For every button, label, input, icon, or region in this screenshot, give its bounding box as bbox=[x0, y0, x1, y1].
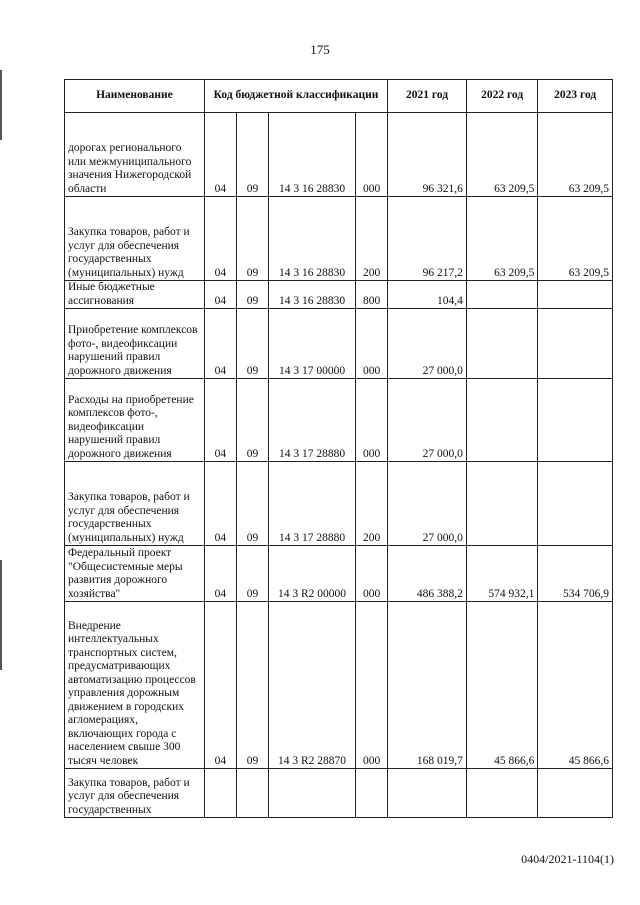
row-value-2021-cell: 96 217,2 bbox=[388, 197, 467, 281]
row-subsection-code-cell: 09 bbox=[236, 281, 268, 309]
table-row bbox=[65, 462, 613, 546]
row-value-2023-cell: 63 209,5 bbox=[538, 197, 613, 281]
table-row bbox=[65, 602, 613, 769]
row-expense-type-cell: 200 bbox=[356, 462, 388, 546]
row-name-cell: Внедрение интеллектуальных транспортных систем, предусматривающих автоматизацию процессов управления дорожным движением в городских агломерациях, включающих города с населением свыше 300 тысяч человек bbox=[65, 602, 205, 769]
row-expense-type-cell: 800 bbox=[356, 281, 388, 309]
header-name: Наименование bbox=[65, 80, 205, 113]
row-name-cell: Закупка товаров, работ и услуг для обеспечения государственных bbox=[65, 769, 205, 818]
row-value-2022-cell bbox=[466, 281, 537, 309]
row-subsection-code-cell: 09 bbox=[236, 309, 268, 379]
row-section-code-cell: 04 bbox=[204, 379, 236, 462]
row-name-cell: дорогах регионального или межмуниципального значения Нижегородской области bbox=[65, 113, 205, 197]
row-target-article-cell: 14 3 17 00000 bbox=[269, 309, 356, 379]
row-subsection-code-cell: 09 bbox=[236, 379, 268, 462]
row-target-article-cell: 14 3 17 28880 bbox=[269, 379, 356, 462]
row-expense-type-cell: 000 bbox=[356, 379, 388, 462]
row-name-cell: Расходы на приобретение комплексов фото-, видеофиксации нарушений правил дорожного движения bbox=[65, 379, 205, 462]
row-expense-type-cell: 000 bbox=[356, 602, 388, 769]
row-value-2023-cell bbox=[538, 769, 613, 818]
row-expense-type-cell: 000 bbox=[356, 113, 388, 197]
row-section-code-cell: 04 bbox=[204, 309, 236, 379]
row-value-2023-cell: 45 866,6 bbox=[538, 602, 613, 769]
row-target-article-cell: 14 3 16 28830 bbox=[269, 197, 356, 281]
row-subsection-code-cell bbox=[236, 769, 268, 818]
table-row bbox=[65, 309, 613, 379]
row-section-code-cell bbox=[204, 769, 236, 818]
header-2021: 2021 год bbox=[388, 80, 467, 113]
row-value-2022-cell bbox=[466, 462, 537, 546]
row-section-code-cell: 04 bbox=[204, 546, 236, 602]
row-target-article-cell: 14 3 17 28880 bbox=[269, 462, 356, 546]
table-row bbox=[65, 769, 613, 818]
table-row bbox=[65, 197, 613, 281]
row-section-code-cell: 04 bbox=[204, 462, 236, 546]
row-value-2022-cell: 63 209,5 bbox=[466, 197, 537, 281]
row-target-article-cell: 14 3 16 28830 bbox=[269, 113, 356, 197]
row-value-2021-cell: 168 019,7 bbox=[388, 602, 467, 769]
row-subsection-code-cell: 09 bbox=[236, 197, 268, 281]
row-value-2022-cell bbox=[466, 309, 537, 379]
row-value-2023-cell bbox=[538, 309, 613, 379]
row-value-2023-cell: 534 706,9 bbox=[538, 546, 613, 602]
row-section-code-cell: 04 bbox=[204, 113, 236, 197]
header-2023: 2023 год bbox=[538, 80, 613, 113]
row-target-article-cell: 14 3 16 28830 bbox=[269, 281, 356, 309]
row-section-code-cell: 04 bbox=[204, 197, 236, 281]
scan-edge-mark bbox=[0, 70, 2, 140]
row-name-cell: Федеральный проект "Общесистемные меры развития дорожного хозяйства" bbox=[65, 546, 205, 602]
row-value-2022-cell: 574 932,1 bbox=[466, 546, 537, 602]
row-value-2021-cell: 27 000,0 bbox=[388, 309, 467, 379]
row-target-article-cell: 14 3 R2 28870 bbox=[269, 602, 356, 769]
row-value-2022-cell bbox=[466, 379, 537, 462]
row-target-article-cell: 14 3 R2 00000 bbox=[269, 546, 356, 602]
scan-edge-mark bbox=[0, 560, 2, 670]
header-2022: 2022 год bbox=[466, 80, 537, 113]
row-subsection-code-cell: 09 bbox=[236, 602, 268, 769]
row-value-2022-cell: 45 866,6 bbox=[466, 602, 537, 769]
budget-table bbox=[64, 79, 613, 818]
table-row bbox=[65, 281, 613, 309]
row-section-code-cell: 04 bbox=[204, 602, 236, 769]
row-expense-type-cell: 200 bbox=[356, 197, 388, 281]
row-value-2021-cell: 27 000,0 bbox=[388, 462, 467, 546]
row-section-code-cell: 04 bbox=[204, 281, 236, 309]
row-name-cell: Приобретение комплексов фото-, видеофиксации нарушений правил дорожного движения bbox=[65, 309, 205, 379]
row-value-2021-cell: 104,4 bbox=[388, 281, 467, 309]
table-row bbox=[65, 113, 613, 197]
table-header-row bbox=[65, 80, 613, 113]
row-value-2023-cell bbox=[538, 281, 613, 309]
row-expense-type-cell: 000 bbox=[356, 309, 388, 379]
row-value-2021-cell: 27 000,0 bbox=[388, 379, 467, 462]
row-value-2021-cell: 486 388,2 bbox=[388, 546, 467, 602]
row-target-article-cell bbox=[269, 769, 356, 818]
row-subsection-code-cell: 09 bbox=[236, 113, 268, 197]
table-row bbox=[65, 546, 613, 602]
row-expense-type-cell: 000 bbox=[356, 546, 388, 602]
header-budget-code: Код бюджетной классификации bbox=[204, 80, 387, 113]
row-expense-type-cell bbox=[356, 769, 388, 818]
row-value-2022-cell bbox=[466, 769, 537, 818]
row-value-2023-cell: 63 209,5 bbox=[538, 113, 613, 197]
row-value-2023-cell bbox=[538, 379, 613, 462]
row-value-2022-cell: 63 209,5 bbox=[466, 113, 537, 197]
page-number: 175 bbox=[310, 42, 330, 57]
row-value-2023-cell bbox=[538, 462, 613, 546]
row-subsection-code-cell: 09 bbox=[236, 462, 268, 546]
row-value-2021-cell bbox=[388, 769, 467, 818]
row-value-2021-cell: 96 321,6 bbox=[388, 113, 467, 197]
document-code: 0404/2021-1104(1) bbox=[521, 852, 614, 866]
table-row bbox=[65, 379, 613, 462]
row-subsection-code-cell: 09 bbox=[236, 546, 268, 602]
row-name-cell: Закупка товаров, работ и услуг для обеспечения государственных (муниципальных) нужд bbox=[65, 462, 205, 546]
row-name-cell: Иные бюджетные ассигнования bbox=[65, 281, 205, 309]
row-name-cell: Закупка товаров, работ и услуг для обеспечения государственных (муниципальных) нужд bbox=[65, 197, 205, 281]
